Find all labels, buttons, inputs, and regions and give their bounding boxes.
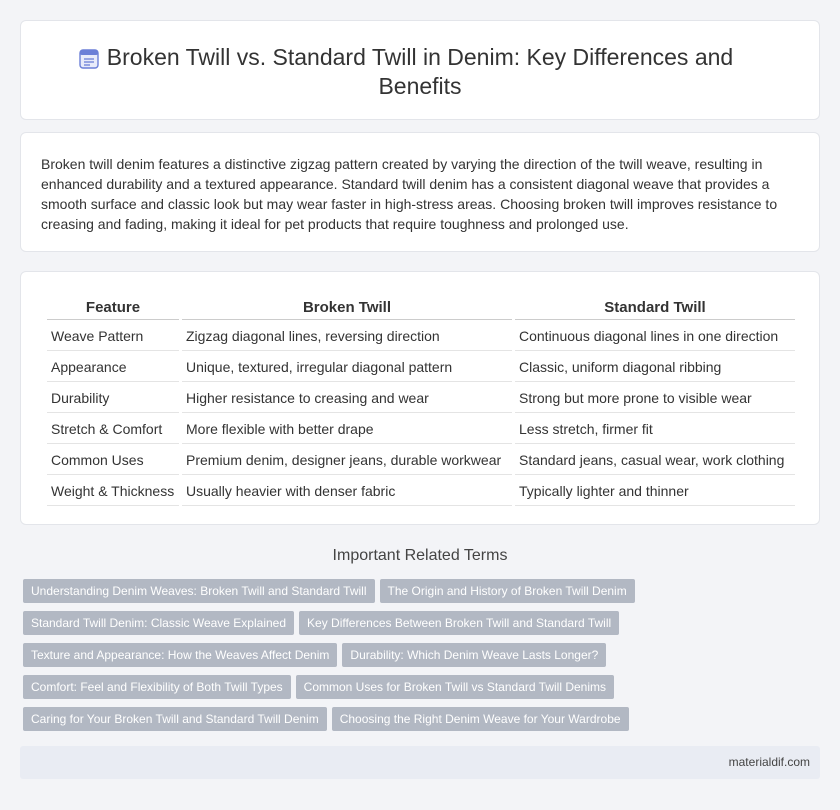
table-row <box>47 384 795 413</box>
intro-card <box>20 132 820 252</box>
related-term-tag[interactable]: Durability: Which Denim Weave Lasts Longer? <box>342 643 606 667</box>
table-row <box>47 477 795 506</box>
table-header-row <box>47 297 795 320</box>
related-term-tag[interactable]: Key Differences Between Broken Twill and Standard Twill <box>299 611 619 635</box>
related-term-tag[interactable]: Understanding Denim Weaves: Broken Twill and Standard Twill <box>23 579 375 603</box>
header-broken-twill: Broken Twill <box>182 297 512 320</box>
table-cell: Standard jeans, casual wear, work clothing <box>515 446 795 475</box>
table-cell: Weight & Thickness <box>47 477 179 506</box>
header-card <box>20 20 820 120</box>
page-title: Broken Twill vs. Standard Twill in Denim: Key Differences and Benefits <box>106 44 734 99</box>
table-row <box>47 446 795 475</box>
related-term-tag[interactable]: The Origin and History of Broken Twill Denim <box>380 579 635 603</box>
intro-paragraph: Broken twill denim features a distinctive zigzag pattern created by varying the direction of the twill weave, resulting in enhanced durability and a textured appearance. Standard twill denim has a consistent diagonal weave that provides a smooth surface and classic look but may wear faster in high-stress areas. Choosing broken twill improves resistance to creasing and fading, making it ideal for pet products that require toughness and prolonged use. <box>41 156 778 232</box>
table-cell: Stretch & Comfort <box>47 415 179 444</box>
related-term-tag[interactable]: Comfort: Feel and Flexibility of Both Twill Types <box>23 675 291 699</box>
related-term-tag[interactable]: Caring for Your Broken Twill and Standard Twill Denim <box>23 707 327 731</box>
table-cell: Common Uses <box>47 446 179 475</box>
table-row <box>47 322 795 351</box>
table-cell: Premium denim, designer jeans, durable workwear <box>182 446 512 475</box>
header-standard-twill: Standard Twill <box>515 297 795 320</box>
table-cell: Weave Pattern <box>47 322 179 351</box>
related-term-tag[interactable]: Common Uses for Broken Twill vs Standard Twill Denims <box>296 675 614 699</box>
table-cell: Typically lighter and thinner <box>515 477 795 506</box>
tag-row <box>23 675 823 707</box>
related-terms-title: Important Related Terms <box>332 547 508 564</box>
table-cell: More flexible with better drape <box>182 415 512 444</box>
table-cell: Durability <box>47 384 179 413</box>
table-cell: Less stretch, firmer fit <box>515 415 795 444</box>
tag-row <box>23 579 823 611</box>
table-cell: Continuous diagonal lines in one direction <box>515 322 795 351</box>
footer <box>20 746 820 779</box>
table-cell: Strong but more prone to visible wear <box>515 384 795 413</box>
comparison-table-card <box>20 271 820 525</box>
related-term-tag[interactable]: Choosing the Right Denim Weave for Your Wardrobe <box>332 707 629 731</box>
related-term-tag[interactable]: Standard Twill Denim: Classic Weave Explained <box>23 611 294 635</box>
comparison-table <box>44 295 798 508</box>
table-cell: Unique, textured, irregular diagonal pattern <box>182 353 512 382</box>
table-cell: Higher resistance to creasing and wear <box>182 384 512 413</box>
tag-row <box>23 707 823 739</box>
table-cell: Appearance <box>47 353 179 382</box>
table-cell: Zigzag diagonal lines, reversing direction <box>182 322 512 351</box>
table-cell: Classic, uniform diagonal ribbing <box>515 353 795 382</box>
tag-row <box>23 643 823 675</box>
header-feature: Feature <box>47 297 179 320</box>
site-link[interactable]: materialdif.com <box>728 755 810 769</box>
table-cell: Usually heavier with denser fabric <box>182 477 512 506</box>
related-term-tag[interactable]: Texture and Appearance: How the Weaves Affect Denim <box>23 643 337 667</box>
tag-row <box>23 611 823 643</box>
related-terms-list <box>23 579 823 739</box>
table-row <box>47 353 795 382</box>
table-row <box>47 415 795 444</box>
